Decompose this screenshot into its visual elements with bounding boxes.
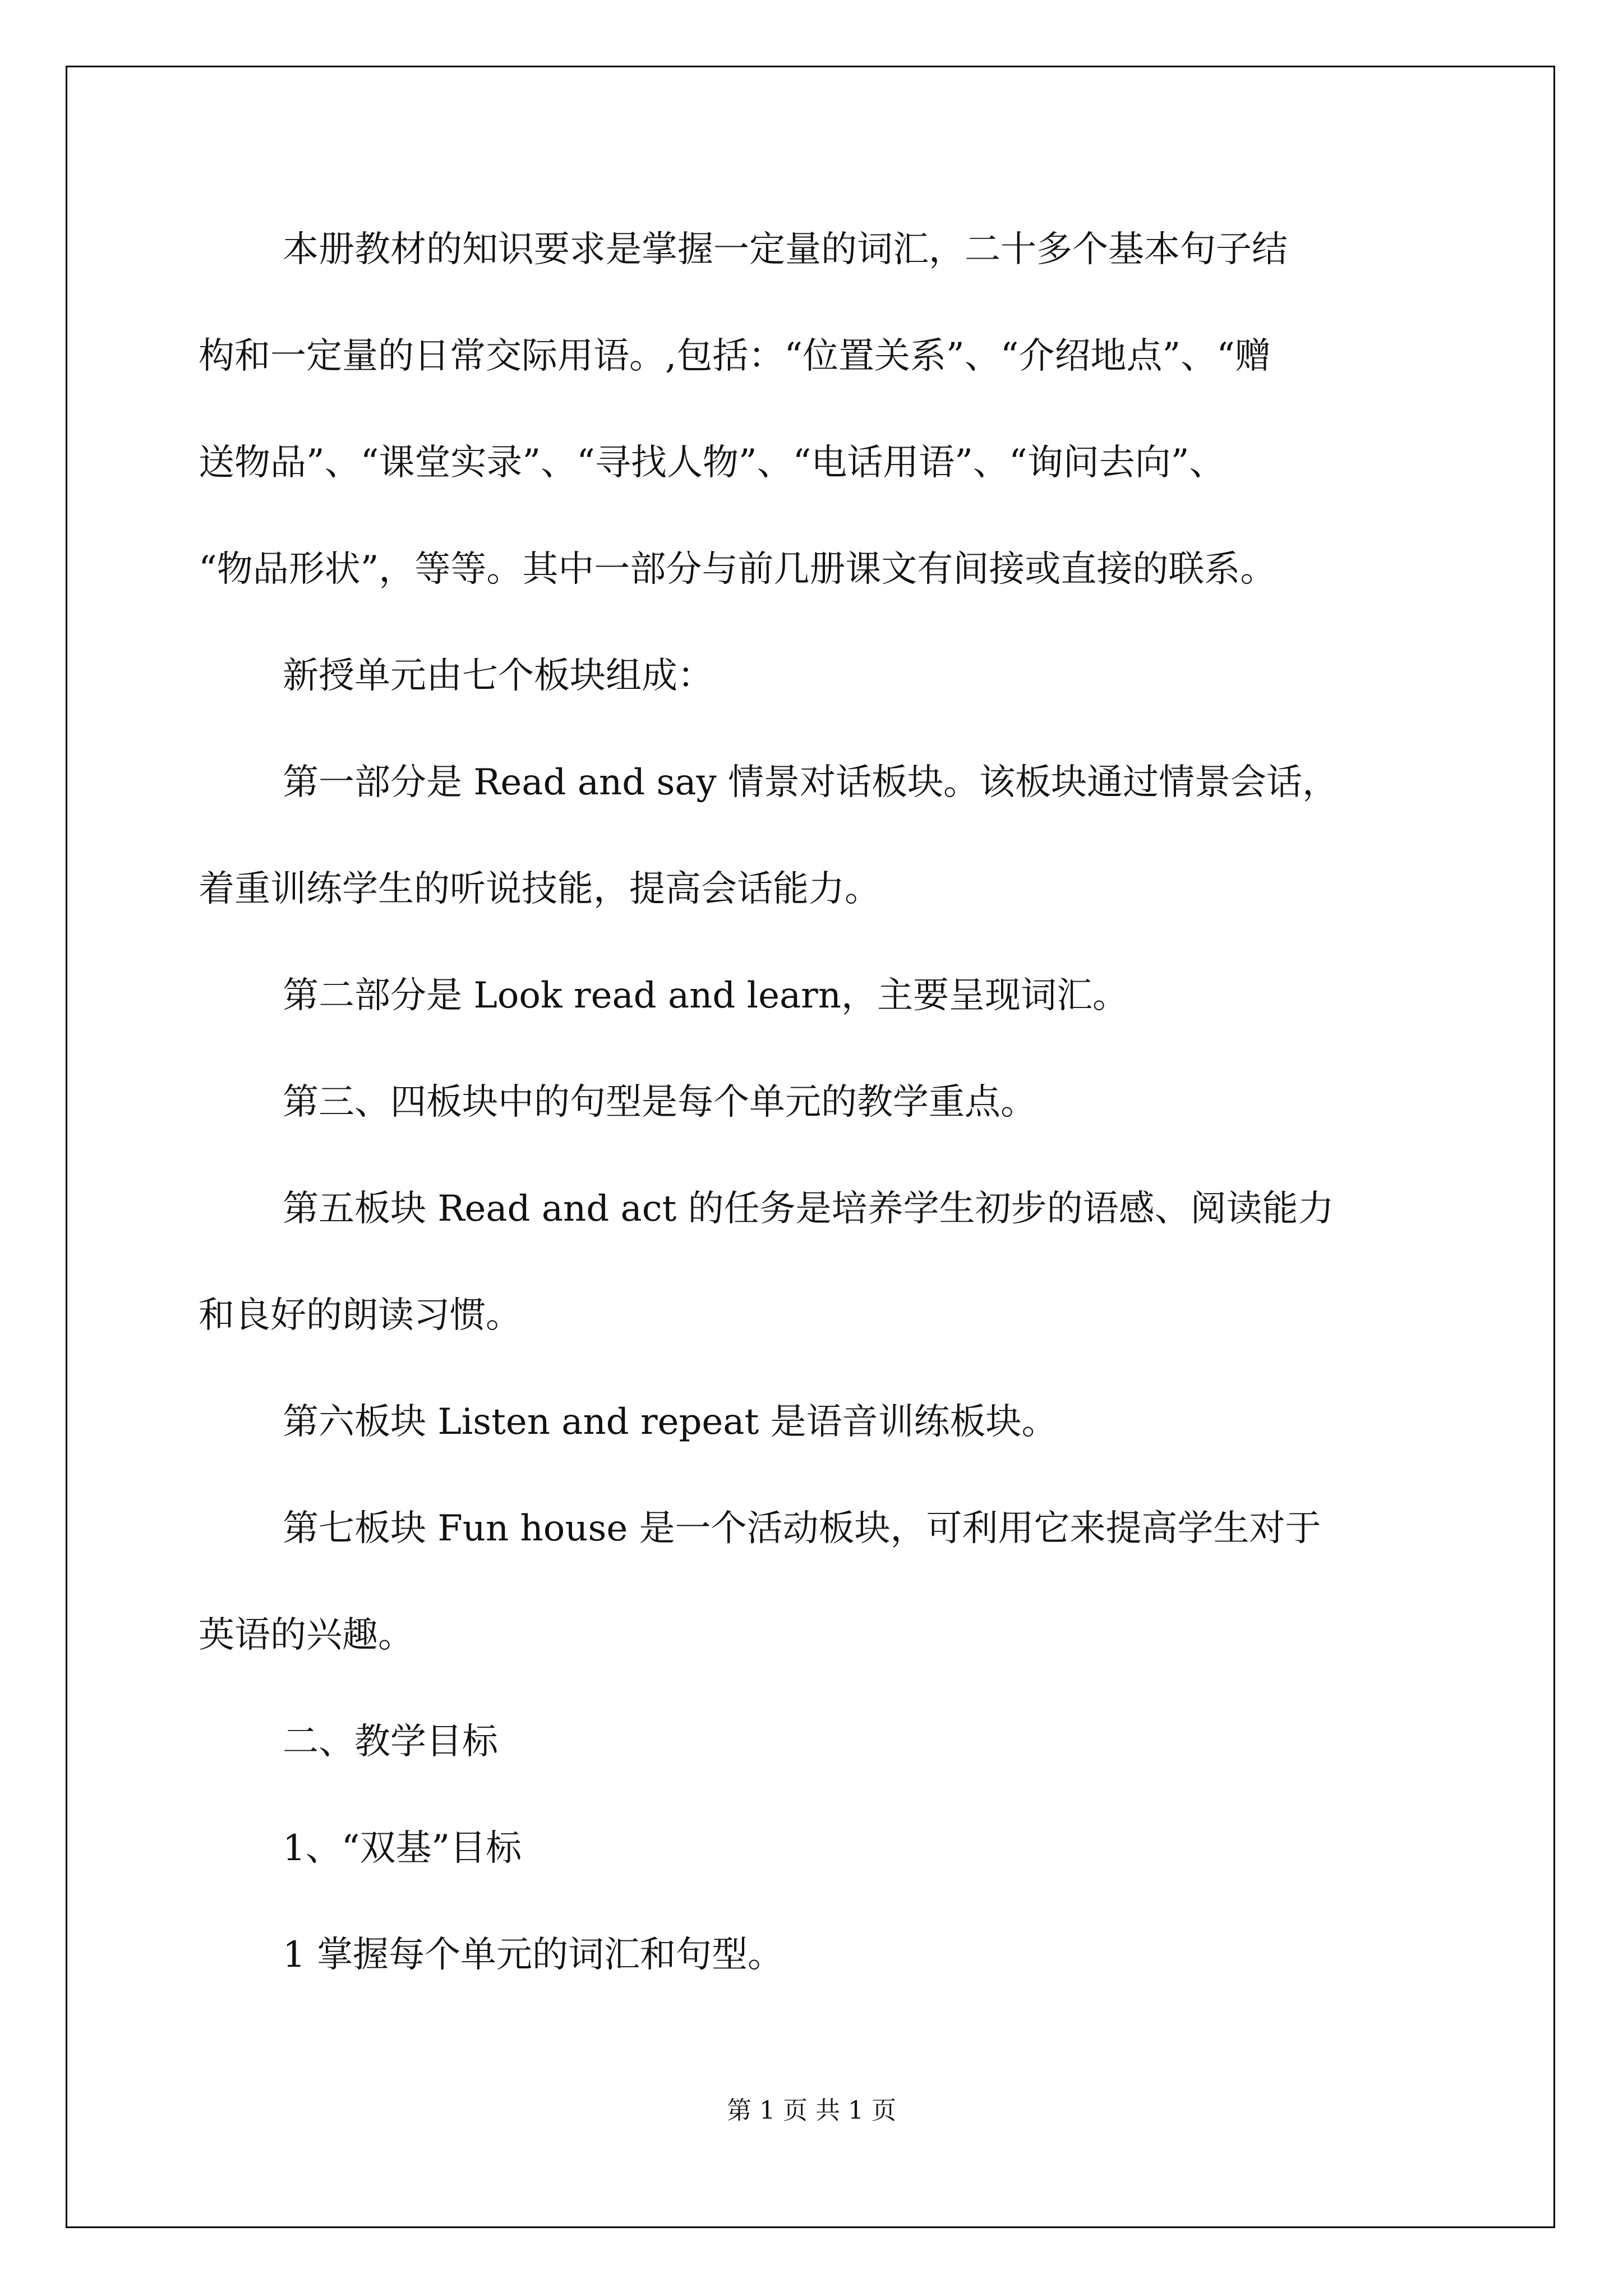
paragraph-line: 1 掌握每个单元的词汇和句型。: [283, 1934, 784, 1976]
paragraph-line: 第五板块 Read and act 的任务是培养学生初步的语感、阅读能力: [283, 1188, 1334, 1230]
paragraph-line: 构和一定量的日常交际用语。,包括：“位置关系”、“介绍地点”、“赠: [199, 335, 1271, 377]
paragraph-line: 英语的兴趣。: [199, 1614, 414, 1656]
page-number-footer: 第 1 页 共 1 页: [727, 2096, 896, 2125]
paragraph-line: 第六板块 Listen and repeat 是语音训练板块。: [283, 1401, 1058, 1443]
paragraph-line: 第七板块 Fun house 是一个活动板块，可利用它来提高学生对于: [283, 1508, 1321, 1549]
paragraph-line: 第一部分是 Read and say 情景对话板块。该板块通过情景会话，: [283, 762, 1339, 803]
section-heading: 二、教学目标: [283, 1721, 498, 1763]
subsection-heading: 1、“双基”目标: [283, 1828, 522, 1869]
paragraph-line: 和良好的朗读习惯。: [199, 1295, 522, 1336]
page-border: [66, 66, 1555, 2228]
paragraph-line: 送物品”、“课堂实录”、“寻找人物”、“电话用语”、“询问去向”、: [199, 442, 1225, 484]
paragraph-line: “物品形状”，等等。其中一部分与前几册课文有间接或直接的联系。: [199, 549, 1276, 590]
paragraph-line: 着重训练学生的听说技能，提高会话能力。: [199, 868, 880, 910]
paragraph-line: 新授单元由七个板块组成：: [283, 655, 713, 697]
paragraph-line: 第三、四板块中的句型是每个单元的教学重点。: [283, 1082, 1036, 1123]
paragraph-line: 本册教材的知识要求是掌握一定量的词汇，二十多个基本句子结: [283, 229, 1288, 270]
paragraph-line: 第二部分是 Look read and learn，主要呈现词汇。: [283, 975, 1128, 1016]
